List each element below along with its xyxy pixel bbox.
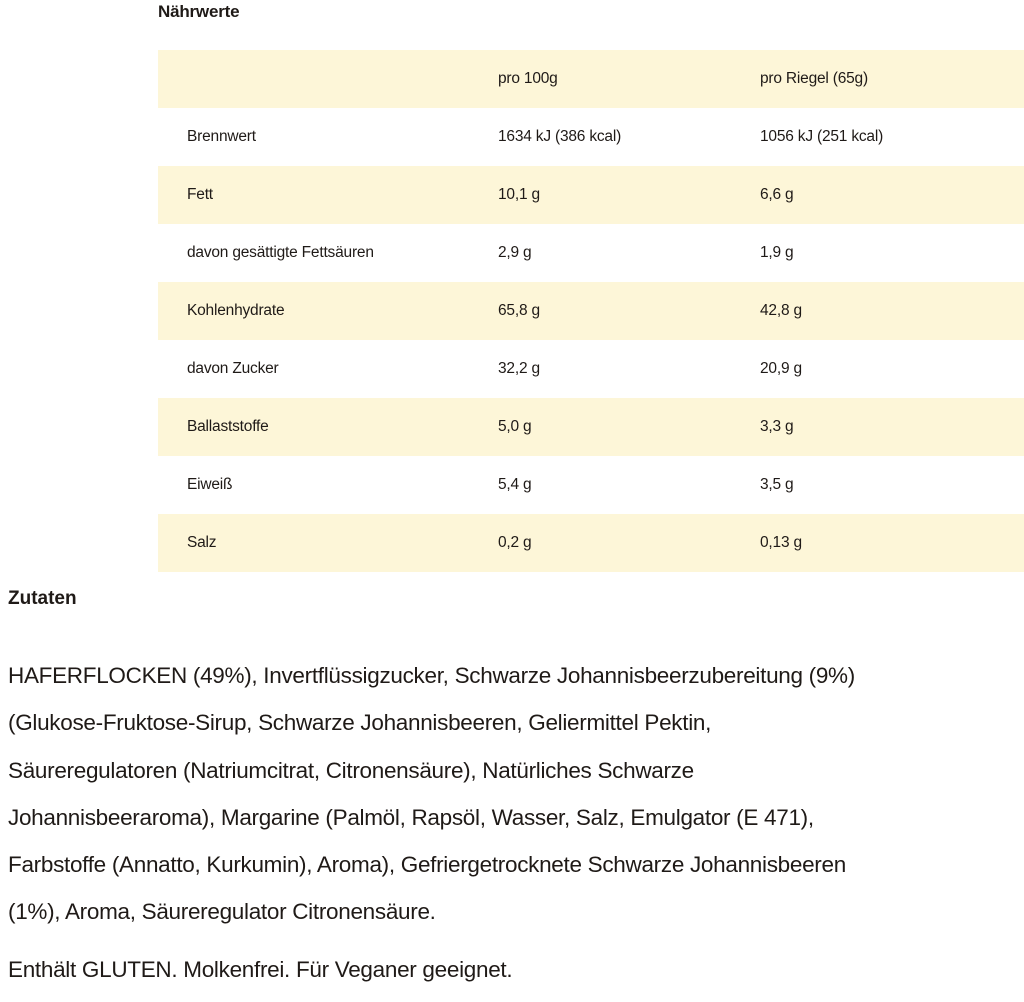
table-row	[158, 398, 1024, 456]
ingredients-line: Farbstoffe (Annatto, Kurkumin), Aroma), Gefriergetrocknete Schwarze Johannisbeeren	[8, 852, 846, 878]
row-per-bar: 3,3 g	[760, 398, 1024, 456]
row-label: davon Zucker	[187, 360, 279, 377]
row-label: Fett	[158, 166, 498, 224]
table-row	[158, 224, 1024, 282]
row-per-bar: 3,5 g	[760, 476, 794, 493]
row-per-bar: 1,9 g	[760, 244, 794, 261]
ingredients-text	[8, 652, 1018, 936]
table-row	[158, 108, 1024, 166]
row-per-100g: 0,2 g	[498, 514, 760, 572]
row-per-100g: 2,9 g	[498, 244, 532, 261]
row-per-100g: 1634 kJ (386 kcal)	[498, 128, 622, 145]
ingredients-line: Säureregulatoren (Natriumcitrat, Citronensäure), Natürliches Schwarze	[8, 757, 694, 783]
row-per-bar: 0,13 g	[760, 514, 1024, 572]
table-header-row	[158, 50, 1024, 108]
table-row	[158, 282, 1024, 340]
header-per-100g: pro 100g	[498, 50, 760, 108]
header-label	[158, 50, 498, 108]
row-label: Kohlenhydrate	[158, 282, 498, 340]
table-row	[158, 340, 1024, 398]
row-label: Salz	[158, 514, 498, 572]
row-label: Eiweiß	[187, 476, 233, 493]
table-row	[158, 456, 1024, 514]
ingredients-line: Johannisbeeraroma), Margarine (Palmöl, Rapsöl, Wasser, Salz, Emulgator (E 471),	[8, 804, 814, 830]
nutrition-table	[158, 50, 1024, 572]
nutrition-title: Nährwerte	[158, 2, 240, 21]
row-label: Ballaststoffe	[158, 398, 498, 456]
table-row	[158, 166, 1024, 224]
row-per-100g: 32,2 g	[498, 360, 540, 377]
allergen-note: Enthält GLUTEN. Molkenfrei. Für Veganer geeignet.	[8, 957, 513, 982]
row-label: davon gesättigte Fettsäuren	[187, 244, 374, 261]
row-per-100g: 5,4 g	[498, 476, 532, 493]
row-per-bar: 42,8 g	[760, 282, 1024, 340]
row-per-100g: 5,0 g	[498, 398, 760, 456]
row-label: Brennwert	[187, 128, 256, 145]
ingredients-line: (1%), Aroma, Säureregulator Citronensäure.	[8, 899, 436, 925]
ingredients-title: Zutaten	[8, 588, 77, 609]
header-per-bar: pro Riegel (65g)	[760, 50, 1024, 108]
row-per-bar: 1056 kJ (251 kcal)	[760, 128, 884, 145]
row-per-100g: 10,1 g	[498, 166, 760, 224]
ingredients-line: (Glukose-Fruktose-Sirup, Schwarze Johannisbeeren, Geliermittel Pektin,	[8, 710, 712, 736]
table-row	[158, 514, 1024, 572]
row-per-100g: 65,8 g	[498, 282, 760, 340]
row-per-bar: 6,6 g	[760, 166, 1024, 224]
row-per-bar: 20,9 g	[760, 360, 802, 377]
ingredients-line: HAFERFLOCKEN (49%), Invertflüssigzucker, Schwarze Johannisbeerzubereitung (9%)	[8, 663, 855, 688]
